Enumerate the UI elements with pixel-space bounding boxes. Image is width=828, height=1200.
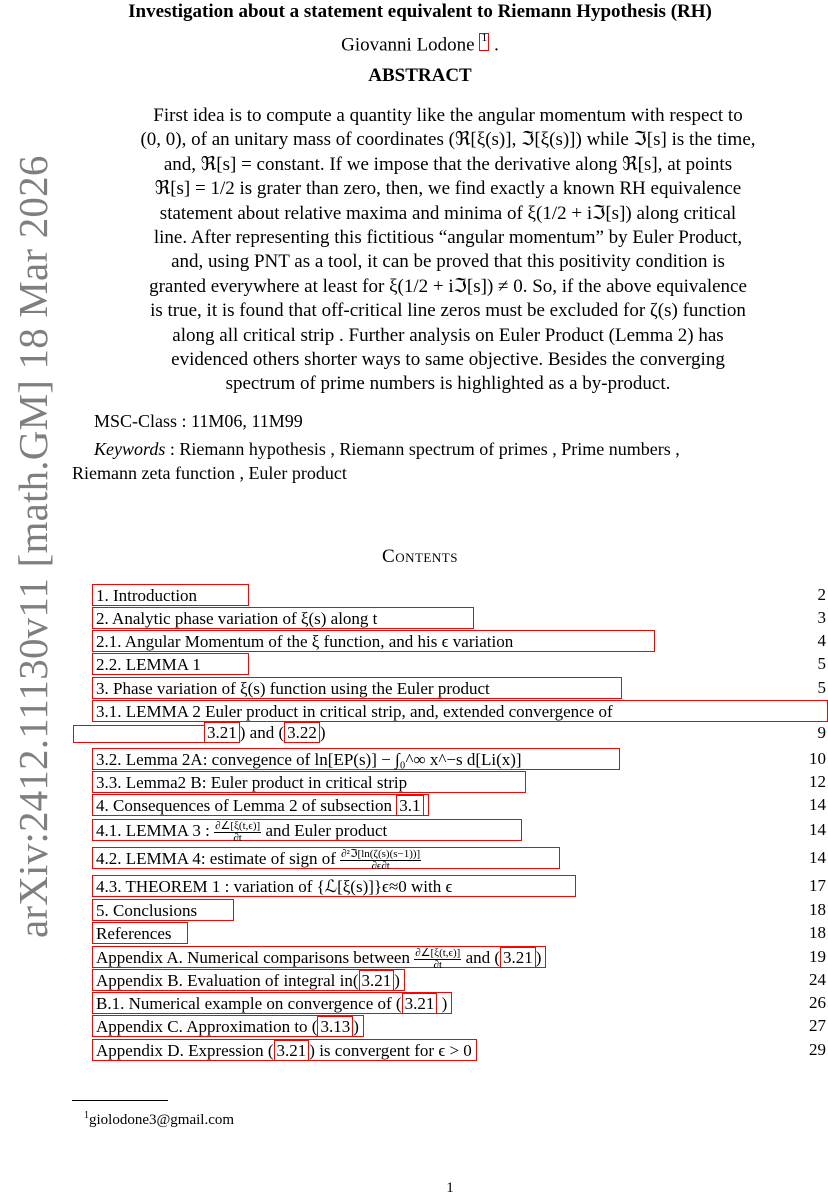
abstract-line: is true, it is found that off-critical line zeros must be excluded for ζ(s) function — [150, 300, 746, 322]
toc-entry-link[interactable] — [92, 1015, 364, 1037]
toc-entry-text: ) — [319, 723, 326, 742]
toc-row — [0, 794, 828, 816]
toc-row — [0, 847, 828, 872]
toc-page-number: 14 — [809, 795, 826, 814]
fraction — [414, 948, 461, 971]
toc-page-number: 2 — [817, 585, 826, 604]
toc-row — [0, 722, 828, 744]
toc-entry-text: ) — [535, 948, 542, 967]
toc-entry-link[interactable] — [92, 771, 526, 793]
toc-entry-link[interactable] — [92, 584, 249, 606]
toc-row — [0, 922, 828, 944]
toc-entry-text: 3.3. Lemma2 B: Euler product in critical strip — [96, 773, 408, 792]
toc-row — [0, 771, 828, 793]
abstract-body — [72, 104, 824, 397]
abstract-line: along all critical strip . Further analysis on Euler Product (Lemma 2) has — [172, 324, 724, 346]
toc-entry-link[interactable] — [92, 875, 576, 897]
toc-entry-text: 2.1. Angular Momentum of the ξ function, and his ϵ variation — [96, 632, 514, 651]
toc-entry-text: and Euler product — [261, 821, 388, 840]
toc-row — [0, 875, 828, 897]
abstract-line: and, using PNT as a tool, it can be proved that this positivity condition is — [171, 251, 725, 273]
toc-entry-link[interactable] — [92, 677, 622, 699]
fraction-denominator: ∂t — [233, 831, 242, 844]
toc-row — [0, 1039, 828, 1061]
toc-entry-link[interactable] — [92, 630, 655, 652]
toc-row — [0, 992, 828, 1014]
toc-entry-link[interactable] — [92, 607, 474, 629]
msc-value: 11M06, 11M99 — [191, 411, 303, 431]
toc-entry-link[interactable] — [92, 1039, 477, 1061]
footnote-text: giolodone3@gmail.com — [89, 1112, 235, 1128]
toc-entry-text: Appendix D. Expression ( — [96, 1041, 274, 1060]
fraction — [340, 849, 421, 872]
toc-entry-link[interactable] — [92, 700, 828, 722]
toc-row — [0, 584, 828, 606]
toc-entry-link[interactable] — [92, 847, 560, 872]
fraction-denominator: ∂t — [433, 958, 443, 971]
footnote-rule — [72, 1100, 168, 1101]
toc-entry-text: 5. Conclusions — [96, 901, 198, 920]
arxiv-stamp: arXiv:2412.11130v11 [math.GM] 18 Mar 2026 — [10, 155, 56, 938]
toc-page-number: 17 — [809, 876, 826, 895]
toc-entry-link[interactable] — [92, 819, 522, 844]
toc-page-number: 18 — [809, 923, 826, 942]
toc-row — [0, 677, 828, 699]
toc-page-number: 5 — [817, 654, 826, 673]
toc-entry-text: Appendix C. Approximation to ( — [96, 1017, 318, 1036]
fraction-numerator: ∂∠[ξ(t,ϵ)] — [415, 946, 461, 959]
toc-page-number: 29 — [809, 1040, 826, 1059]
abstract-line: granted everywhere at least for ξ(1/2 + iℑ[s]) ≠ 0. So, if the above equivalence — [149, 275, 747, 297]
toc-entry-link[interactable] — [70, 722, 329, 744]
toc-entry-text: 3.2. Lemma 2A: convegence of ln[EP(s)] − ∫₀^∞ x^−s d[Li(x)] — [96, 750, 522, 769]
toc-entry-link[interactable] — [92, 922, 188, 944]
abstract-line: spectrum of prime numbers is highlighted as a by-product. — [225, 373, 671, 395]
footnote-mark: 1 — [84, 1110, 89, 1121]
abstract-line: line. After representing this fictitious “angular momentum” by Euler Product, — [153, 227, 743, 249]
toc-row — [0, 899, 828, 921]
page-number: 1 — [446, 1180, 454, 1196]
toc-page-number: 19 — [809, 947, 826, 966]
toc-entry-text: ) and ( — [239, 723, 285, 742]
toc-entry-text: ) — [437, 994, 448, 1013]
author-name: Giovanni Lodone — [341, 34, 475, 56]
toc-row — [0, 819, 828, 844]
toc-entry-text: 2. Analytic phase variation of ξ(s) along t — [96, 609, 378, 628]
toc-entry-text: 4.2. LEMMA 4: estimate of sign of — [96, 849, 341, 868]
footnote — [84, 1106, 234, 1130]
keywords-label: Keywords — [94, 439, 166, 459]
toc-entry-text: 4.3. THEOREM 1 : variation of {ℒ[ξ(s)]}ϵ≈0 with ϵ — [96, 877, 453, 896]
equation-ref-link[interactable]: 3.21 — [500, 947, 536, 968]
toc-entry-text: B.1. Numerical example on convergence of ( — [96, 994, 402, 1013]
toc-entry-text: References — [96, 924, 172, 943]
toc-entry-text: 3.1. LEMMA 2 Euler product in critical strip, and, extended convergence of — [96, 702, 613, 721]
abstract-line: ℜ[s] = 1/2 is grater than zero, then, we find exactly a known RH equivalence — [154, 178, 742, 200]
toc-page-number: 5 — [817, 678, 826, 697]
toc-page-number: 4 — [817, 631, 826, 650]
toc-page-number: 10 — [809, 749, 826, 768]
toc-entry-link[interactable] — [92, 992, 452, 1014]
equation-ref-link[interactable]: 3.21 — [359, 970, 395, 991]
toc-row — [0, 630, 828, 652]
toc-entry-text: 3. Phase variation of ξ(s) function using the Euler product — [96, 679, 490, 698]
toc-page-number: 24 — [809, 970, 826, 989]
paper-title: Investigation about a statement equivalent to Riemann Hypothesis (RH) — [128, 1, 712, 22]
abstract-line: First idea is to compute a quantity like the angular momentum with respect to — [153, 105, 743, 126]
toc-entry-text: and ( — [461, 948, 501, 967]
toc-entry-link[interactable] — [92, 794, 429, 816]
toc-entry-text: Appendix A. Numerical comparisons between — [96, 948, 415, 967]
toc-row — [0, 748, 828, 770]
contents-heading: Contents — [382, 546, 458, 567]
keywords-line2: Riemann zeta function , Euler product — [72, 463, 347, 483]
author-suffix: . — [494, 34, 499, 56]
fraction-numerator: ∂∠[ξ(t,ϵ)] — [215, 819, 261, 832]
toc-link-continuation[interactable] — [73, 725, 204, 743]
equation-ref-link[interactable]: 3.21 — [204, 722, 240, 743]
toc-entry-text: ) — [394, 971, 400, 990]
equation-ref-link[interactable]: 3.21 — [274, 1040, 310, 1061]
toc-page-number: 14 — [809, 848, 826, 867]
toc-page-number: 26 — [809, 993, 826, 1012]
toc-row — [0, 700, 828, 722]
toc-entry-link[interactable] — [92, 969, 405, 991]
toc-entry-text: 1. Introduction — [96, 586, 198, 605]
toc-entry-text: Appendix B. Evaluation of integral in( — [96, 971, 359, 990]
author-line — [60, 30, 780, 57]
toc-page-number: 18 — [809, 900, 826, 919]
abstract-line: (0, 0), of an unitary mass of coordinates (ℜ[ξ(s)], ℑ[ξ(s)]) while ℑ[s] is the time, — [140, 129, 756, 151]
toc-page-number: 3 — [817, 608, 826, 627]
toc-entry-text: 4.1. LEMMA 3 : — [96, 821, 215, 840]
keywords — [72, 437, 822, 485]
toc-page-number: 9 — [817, 723, 826, 742]
msc-label: MSC-Class : — [94, 411, 187, 431]
equation-ref-link[interactable]: 3.1 — [396, 795, 423, 816]
toc-entry-text: ) is convergent for ϵ > 0 — [309, 1041, 472, 1060]
fraction-denominator: ∂ϵ∂t — [371, 859, 390, 872]
fraction — [214, 821, 261, 844]
equation-ref-link[interactable]: 3.21 — [402, 993, 438, 1014]
toc-row — [0, 946, 828, 971]
toc-row — [0, 653, 828, 675]
toc-entry-link[interactable] — [92, 899, 234, 921]
equation-ref-link[interactable]: 3.13 — [317, 1016, 353, 1037]
abstract-line: and, ℜ[s] = constant. If we impose that the derivative along ℜ[s], at points — [163, 153, 733, 175]
toc-entry-text: 4. Consequences of Lemma 2 of subsection — [96, 796, 397, 815]
toc-row — [0, 607, 828, 629]
toc-page-number: 27 — [809, 1016, 826, 1035]
toc-row — [0, 1015, 828, 1037]
toc-row — [0, 969, 828, 991]
abstract-heading: ABSTRACT — [368, 65, 472, 86]
equation-ref-link[interactable]: 3.22 — [284, 722, 320, 743]
toc-entry-link[interactable] — [92, 946, 546, 971]
msc-class — [94, 409, 303, 433]
toc-entry-text: ) — [353, 1017, 359, 1036]
footnote-link[interactable]: 1 — [479, 33, 489, 51]
abstract-line: statement about relative maxima and minima of ξ(1/2 + iℑ[s]) along critical — [159, 202, 737, 224]
toc-page-number: 12 — [809, 772, 826, 791]
toc-entry-link[interactable] — [92, 748, 620, 770]
toc-entry-text: 2.2. LEMMA 1 — [96, 655, 201, 674]
fraction-numerator: ∂²ℑ[ln(ζ(s)(s−1))] — [341, 847, 421, 860]
keywords-line1: : Riemann hypothesis , Riemann spectrum of primes , Prime numbers , — [165, 439, 680, 459]
toc-entry-link[interactable] — [92, 653, 249, 675]
abstract-line: evidenced others shorter ways to same objective. Besides the converging — [171, 349, 725, 371]
toc-page-number: 14 — [809, 820, 826, 839]
